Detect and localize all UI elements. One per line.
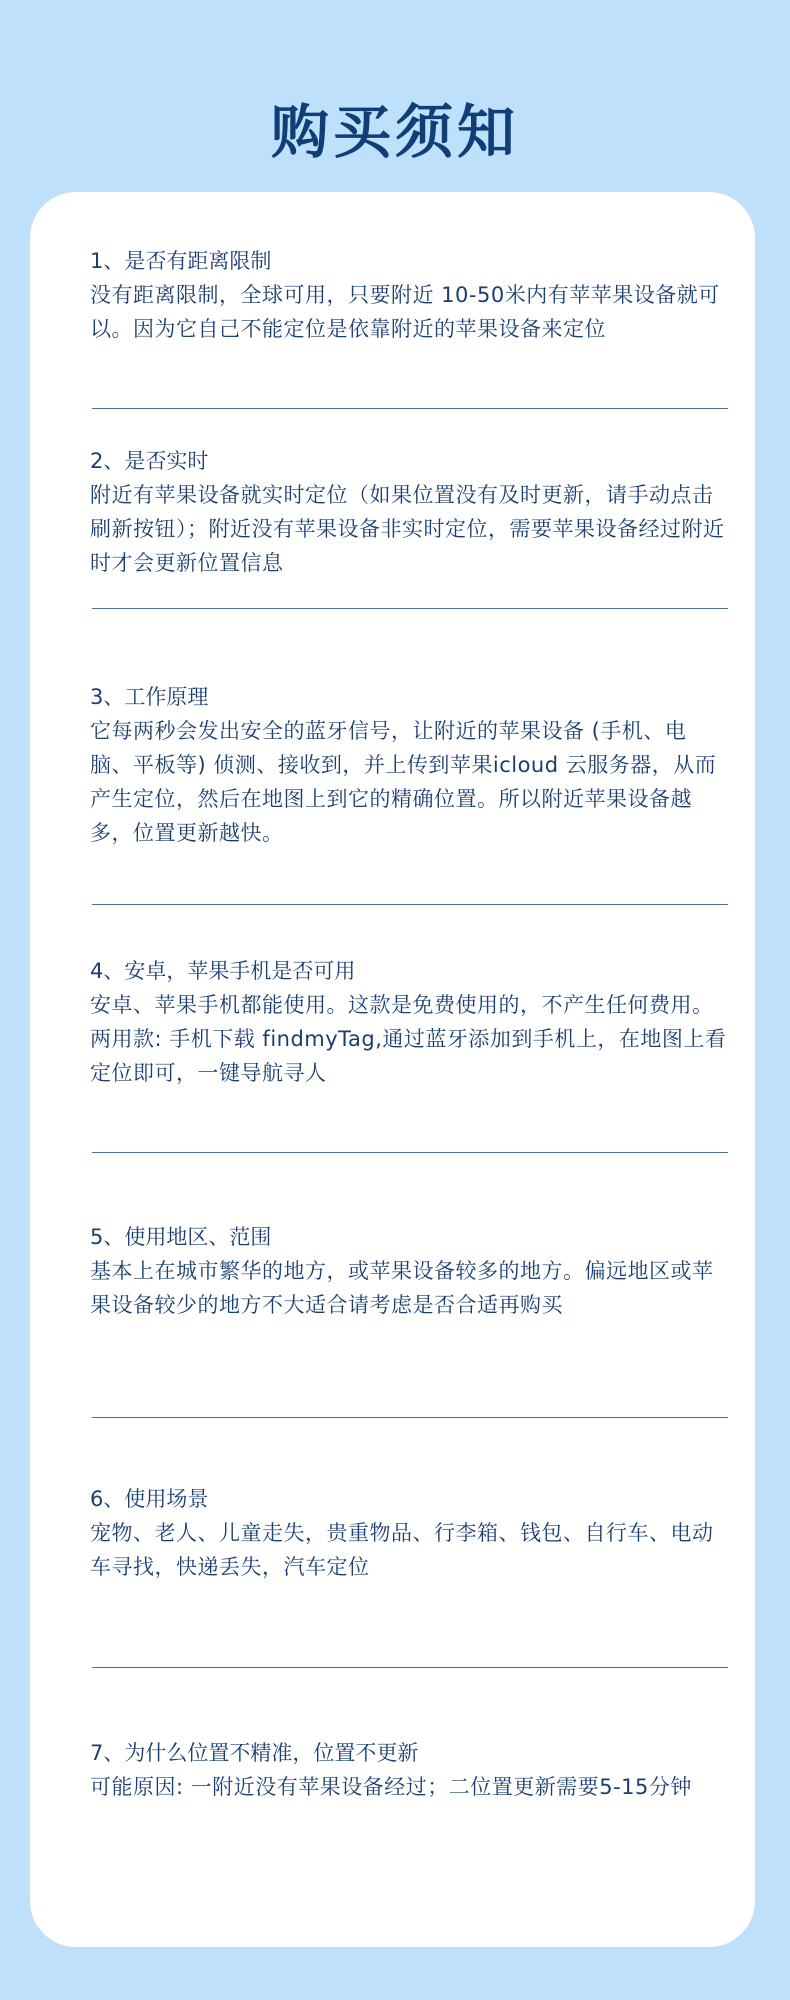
section-divider xyxy=(92,904,728,905)
notice-section-principle xyxy=(90,680,728,850)
notice-section-region xyxy=(90,1220,728,1322)
section-heading: 5、使用地区、范围 xyxy=(90,1225,272,1249)
notice-section-realtime xyxy=(90,444,728,580)
notice-section-compatibility xyxy=(90,954,728,1090)
section-heading: 7、为什么位置不精准，位置不更新 xyxy=(90,1741,419,1765)
section-body: 宠物、老人、儿童走失，贵重物品、行李箱、钱包、自行车、电动车寻找，快递丢失，汽车定位 xyxy=(90,1521,714,1579)
notice-section-scenarios xyxy=(90,1482,728,1584)
section-divider xyxy=(92,408,728,409)
section-divider xyxy=(92,1667,728,1668)
section-divider xyxy=(92,608,728,609)
section-heading: 2、是否实时 xyxy=(90,449,209,473)
section-body: 附近有苹果设备就实时定位（如果位置没有及时更新，请手动点击刷新按钮）；附近没有苹果设备非实时定位，需要苹果设备经过附近时才会更新位置信息 xyxy=(90,483,725,575)
section-heading: 3、工作原理 xyxy=(90,685,209,709)
notice-section-troubleshooting xyxy=(90,1736,728,1804)
section-divider xyxy=(92,1152,728,1153)
section-body: 它每两秒会发出安全的蓝牙信号，让附近的苹果设备 (手机、电脑、平板等) 侦测、接收到，并上传到苹果icloud 云服务器，从而产生定位，然后在地图上到它的精确位置。所以附近苹果设备越多，位置更新越快。 xyxy=(90,719,717,845)
page-title: 购买须知 xyxy=(270,98,519,166)
section-body: 基本上在城市繁华的地方，或苹果设备较多的地方。偏远地区或苹果设备较少的地方不大适合请考虑是否合适再购买 xyxy=(90,1259,714,1317)
section-heading: 1、是否有距离限制 xyxy=(90,249,272,273)
notice-card xyxy=(30,192,755,1947)
section-body: 可能原因: 一附近没有苹果设备经过；二位置更新需要5-15分钟 xyxy=(90,1775,692,1799)
notice-section-distance xyxy=(90,244,728,346)
section-heading: 6、使用场景 xyxy=(90,1487,209,1511)
section-body: 没有距离限制，全球可用，只要附近 10-50米内有苹苹果设备就可以。因为它自己不能定位是依靠附近的苹果设备来定位 xyxy=(90,283,720,341)
section-heading: 4、安卓，苹果手机是否可用 xyxy=(90,959,356,983)
section-divider xyxy=(92,1417,728,1418)
section-body: 安卓、苹果手机都能使用。这款是免费使用的，不产生任何费用。两用款: 手机下载 findmyTag,通过蓝牙添加到手机上，在地图上看定位即可，一键导航寻人 xyxy=(90,993,727,1085)
